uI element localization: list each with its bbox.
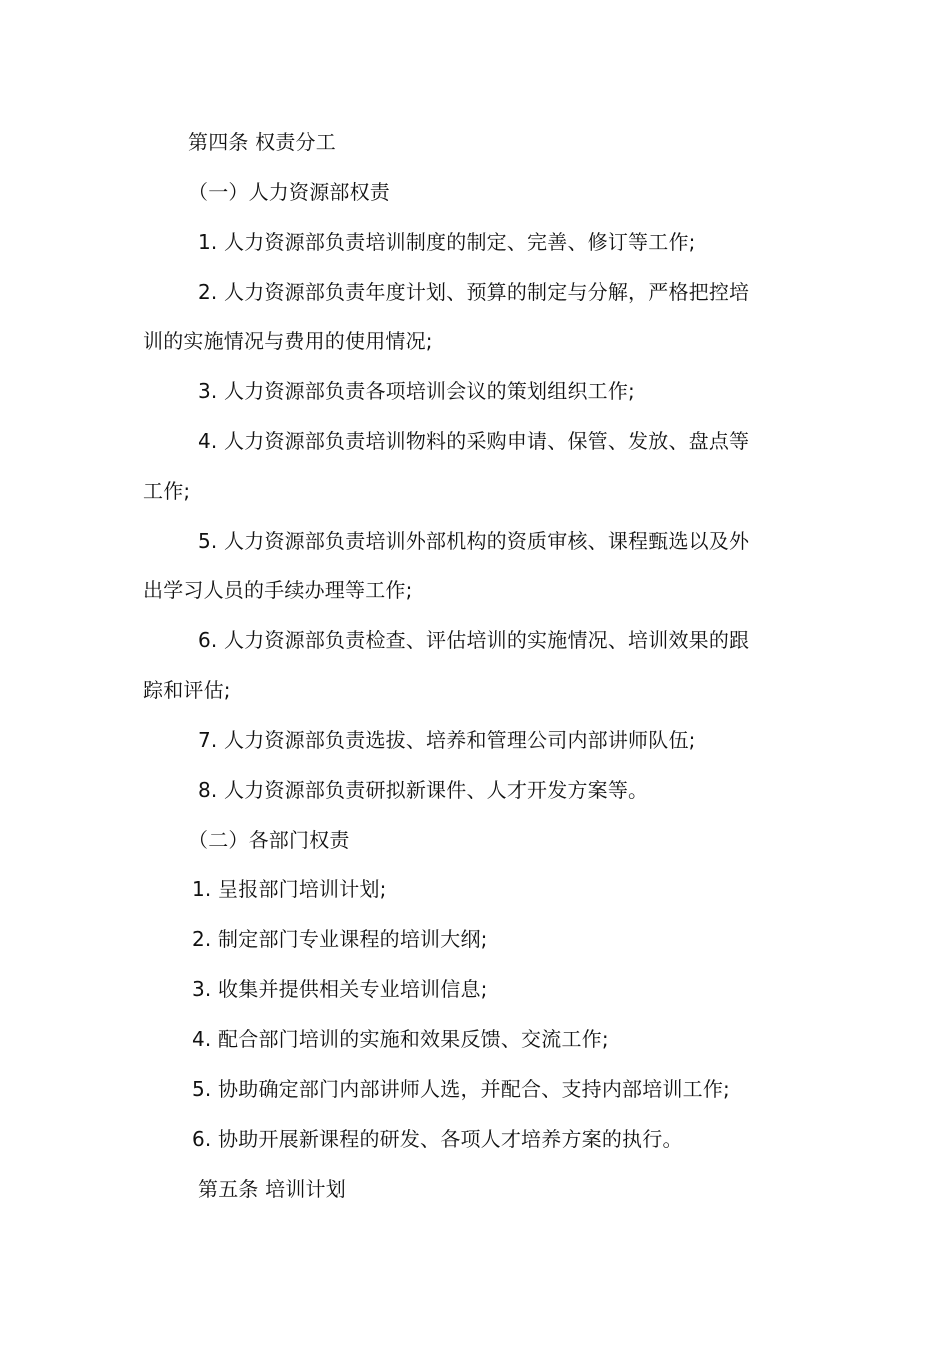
section-1-item-3: 3. 人力资源部负责各项培训会议的策划组织工作; (198, 379, 635, 403)
section-1-item-4-line-2: 工作; (143, 479, 191, 503)
section-1-item-7: 7. 人力资源部负责选拔、培养和管理公司内部讲师队伍; (198, 728, 696, 752)
section-1-item-5-line-1: 5. 人力资源部负责培训外部机构的资质审核、课程甄选以及外 (198, 529, 750, 553)
article-5-title: 第五条 培训计划 (198, 1177, 346, 1201)
section-1-title: （一）人力资源部权责 (188, 180, 390, 204)
section-2-item-3: 3. 收集并提供相关专业培训信息; (192, 977, 488, 1001)
section-1-item-1: 1. 人力资源部负责培训制度的制定、完善、修订等工作; (198, 230, 696, 254)
section-2-title: （二）各部门权责 (188, 828, 350, 852)
section-1-item-2-line-1: 2. 人力资源部负责年度计划、预算的制定与分解，严格把控培 (198, 280, 750, 304)
section-1-item-5-line-2: 出学习人员的手续办理等工作; (143, 578, 413, 602)
section-1-item-8: 8. 人力资源部负责研拟新课件、人才开发方案等。 (198, 778, 649, 802)
section-2-item-4: 4. 配合部门培训的实施和效果反馈、交流工作; (192, 1027, 609, 1051)
section-2-item-2: 2. 制定部门专业课程的培训大纲; (192, 927, 488, 951)
section-2-item-5: 5. 协助确定部门内部讲师人选，并配合、支持内部培训工作; (192, 1077, 730, 1101)
section-2-item-1: 1. 呈报部门培训计划; (192, 877, 387, 901)
section-1-item-6-line-1: 6. 人力资源部负责检查、评估培训的实施情况、培训效果的跟 (198, 628, 750, 652)
section-1-item-6-line-2: 踪和评估; (143, 678, 231, 702)
article-4-title: 第四条 权责分工 (188, 130, 336, 154)
section-1-item-4-line-1: 4. 人力资源部负责培训物料的采购申请、保管、发放、盘点等 (198, 429, 750, 453)
section-1-item-2-line-2: 训的实施情况与费用的使用情况; (143, 329, 433, 353)
section-2-item-6: 6. 协助开展新课程的研发、各项人才培养方案的执行。 (192, 1127, 683, 1151)
